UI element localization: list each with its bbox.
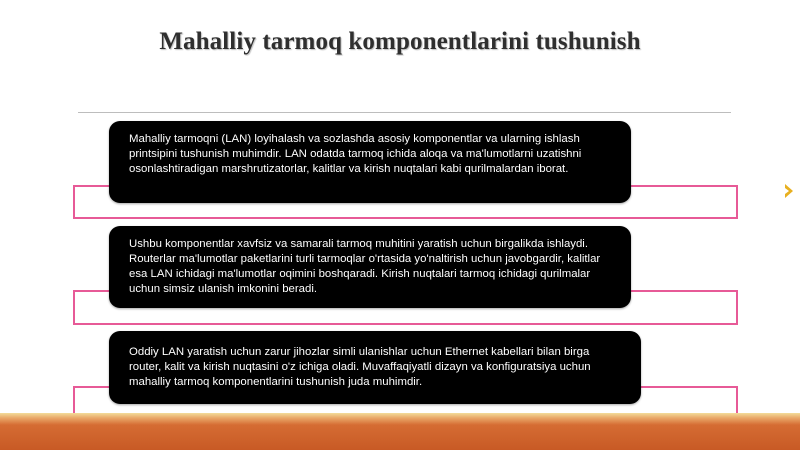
paragraph-3: Oddiy LAN yaratish uchun zarur jihozlar simli ulanishlar uchun Ethernet kabellari bilan birga router, kalit va kirish nuqtasini o'z ichiga oladi. Muvaffaqiyatli dizayn va konfiguratsiya uchun mahalliy tarmoq komponentlarini tushunish juda muhimdir.: [129, 346, 591, 388]
text-card-1: [109, 121, 631, 203]
text-card-2: [109, 226, 631, 308]
title-divider: [78, 112, 731, 113]
slide-title: Mahalliy tarmoq komponentlarini tushunish: [159, 28, 641, 55]
chevron-right-icon[interactable]: [784, 183, 794, 199]
paragraph-1: Mahalliy tarmoqni (LAN) loyihalash va sozlashda asosiy komponentlar va ularning ishlash printsipini tushunish muhimdir. LAN odatda tarmoq ichida aloqa va ma'lumotlarni uzatishni osonlashtiradigan marshrutizatorlar, kalitlar va kirish nuqtalari kabi qurilmalardan iborat.: [129, 133, 582, 175]
text-card-3: [109, 331, 641, 404]
footer-bar: [0, 413, 800, 450]
paragraph-2: Ushbu komponentlar xavfsiz va samarali tarmoq muhitini yaratish uchun birgalikda ishlaydi. Routerlar ma'lumotlar paketlarini turli tarmoqlar o'rtasida yo'naltirish uchun javobgardir, kalitlar esa LAN ichidagi ma'lumotlar oqimini boshqaradi. Kirish nuqtalari tarmoq ichidagi qurilmalar uchun simsiz ulanish imkonini beradi.: [129, 238, 601, 295]
